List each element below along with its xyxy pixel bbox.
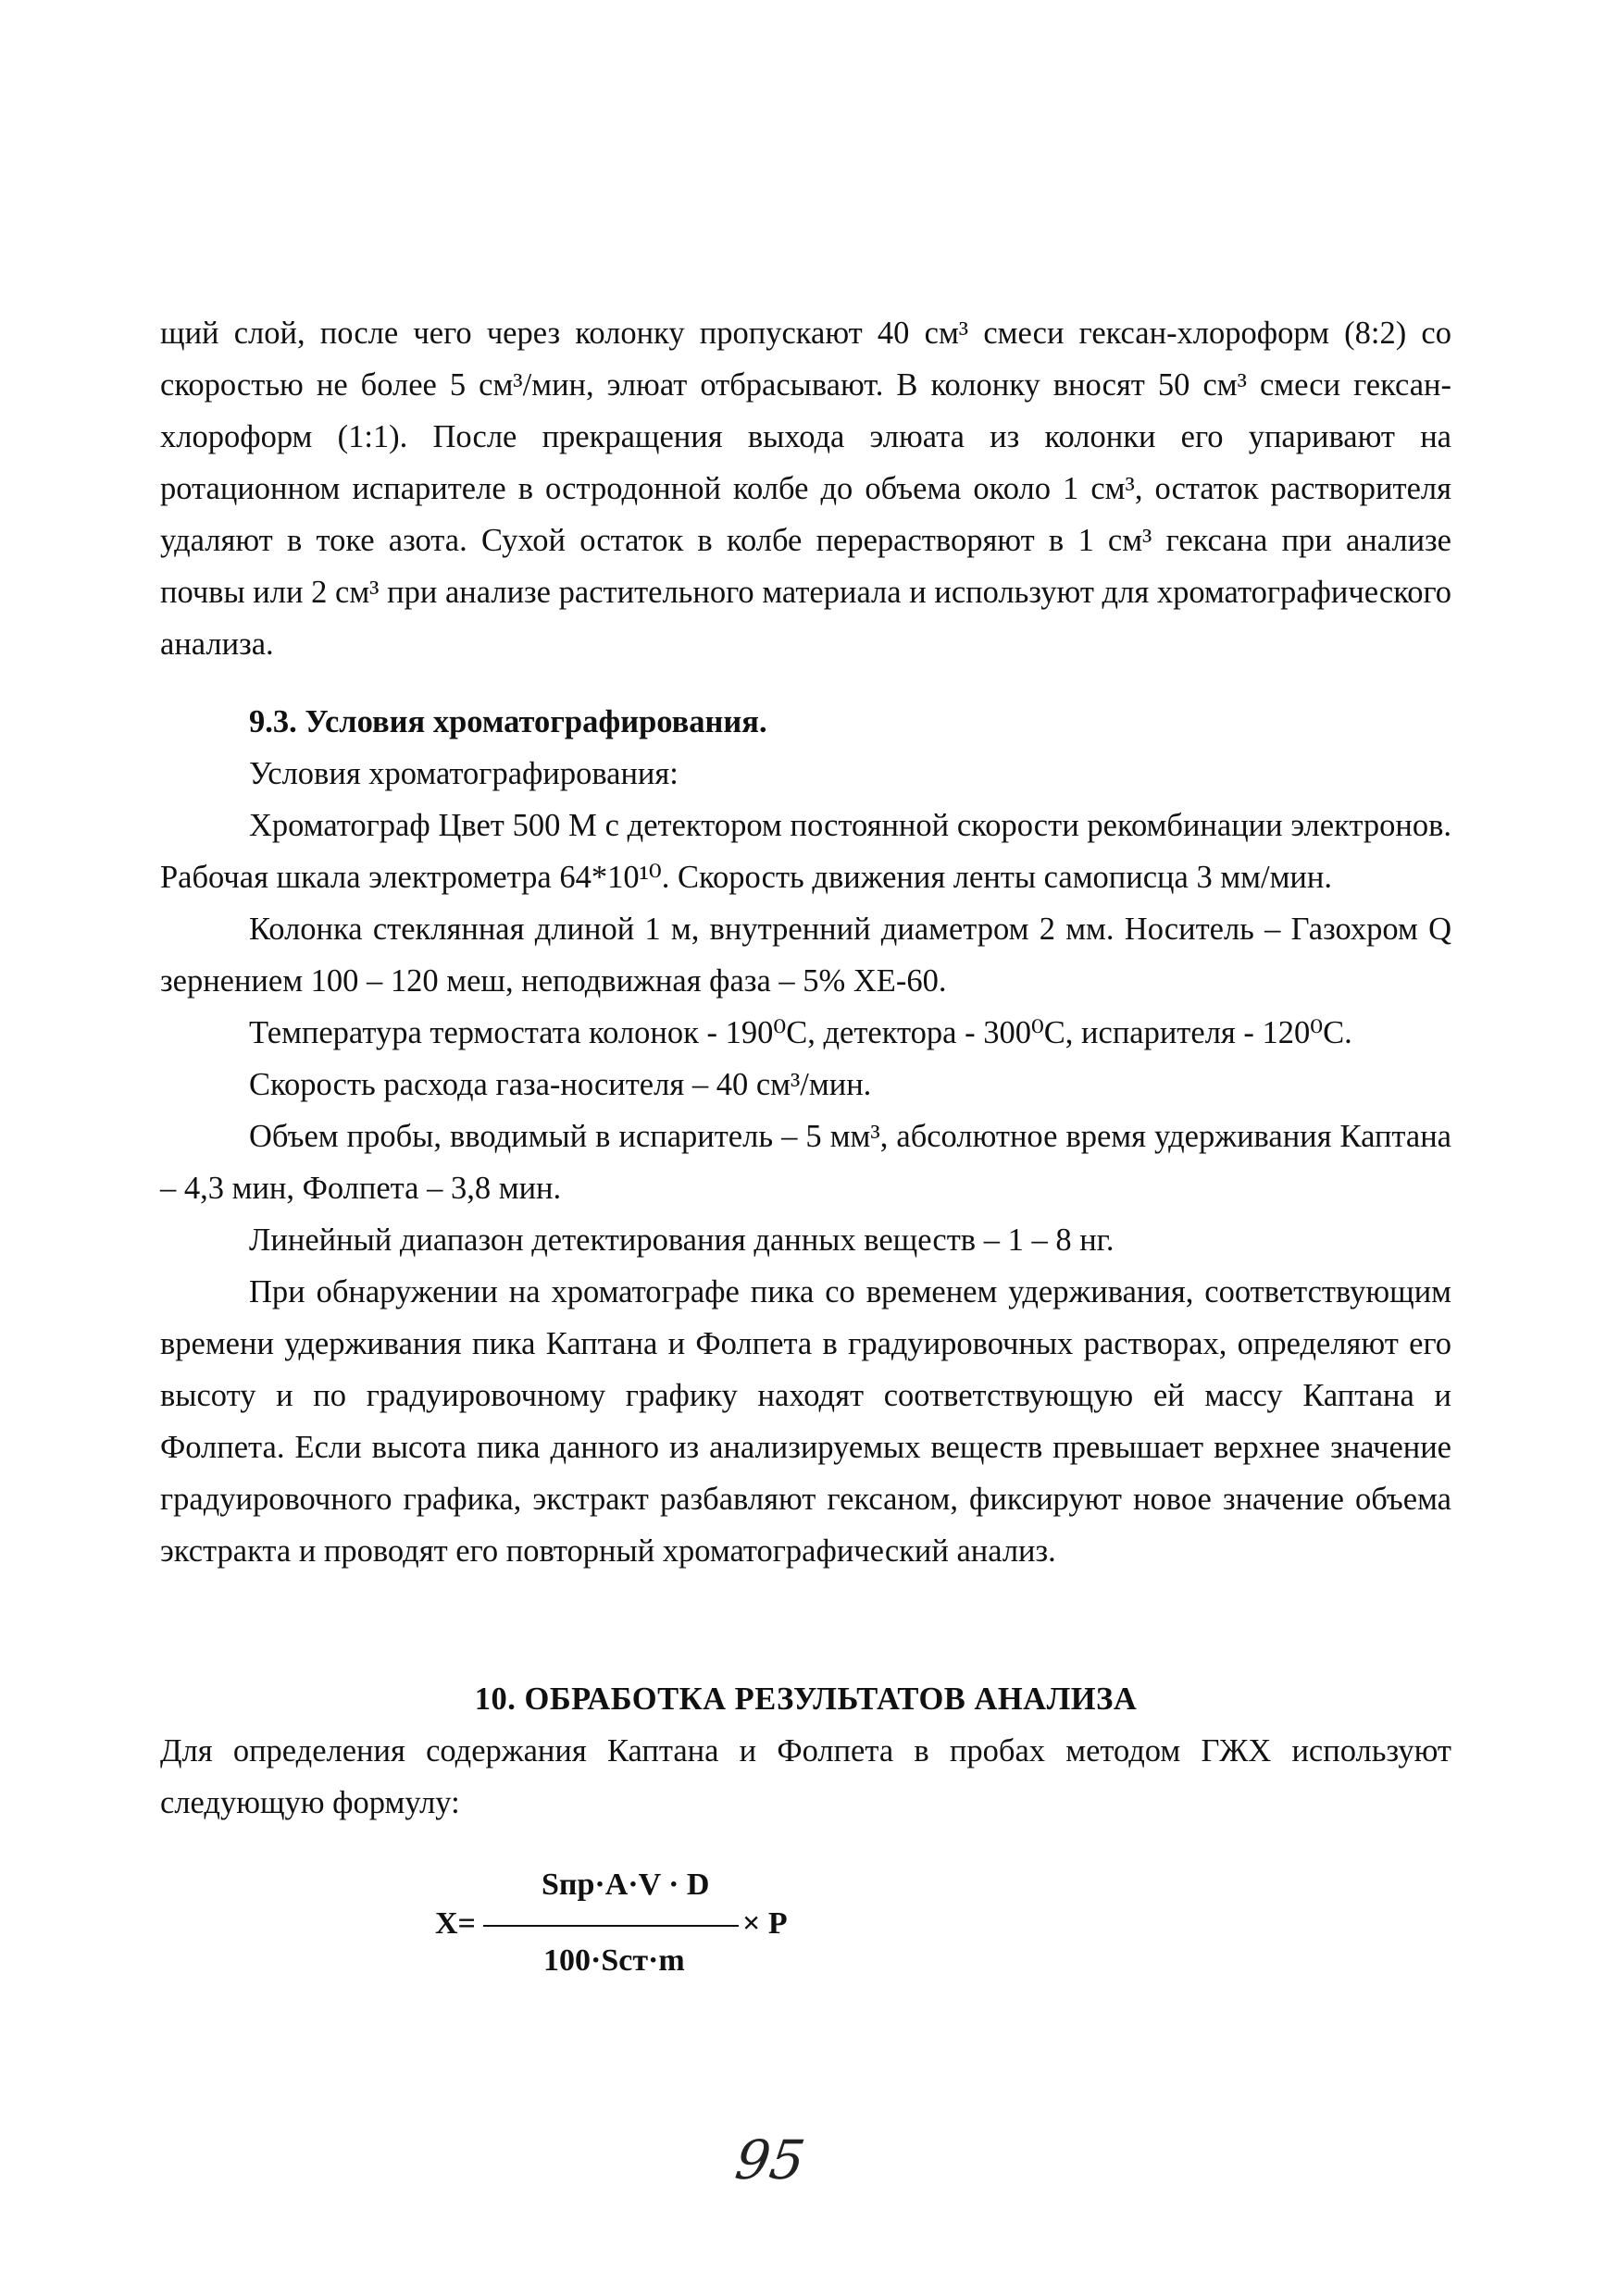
top-paragraph: щий слой, после чего через колонку пропускают 40 см³ смеси гексан-хлороформ (8:2) со скоростью не более 5 см³/мин, элюат отбрасывают. В колонку вносят 50 см³ смеси гексан-хлороформ (1:1). После прекращения выхода элюата из колонки его упаривают на ротационном испарителе в остродонной колбе до объема около 1 см³, остаток растворителя удаляют в токе азота. Сухой остаток в колбе перерастворяют в 1 см³ гексана при анализе почвы или 2 см³ при анализе растительного материала и используют для хроматографического анализа. (160, 316, 1451, 662)
formula-lhs: X= (435, 1906, 476, 1941)
top-paragraph-block (160, 307, 1451, 670)
chromatograph-paragraph: Хроматограф Цвет 500 М с детектором постоянной скорости рекомбинации электронов. Рабочая шкала электрометра 64*10¹⁰. Скорость движения ленты самописца 3 мм/мин. (160, 808, 1451, 895)
section-10-intro: Для определения содержания Каптана и Фолпета в пробах методом ГЖХ используют следующую формулу: (160, 1733, 1451, 1820)
page-number: 95 (731, 2128, 809, 2191)
section-9-3-subheading: Условия хроматографирования: (249, 756, 679, 791)
section-10-title: 10. ОБРАБОТКА РЕЗУЛЬТАТОВ АНАЛИЗА (474, 1682, 1138, 1717)
section-10 (160, 1673, 1451, 1829)
gas-flow-paragraph: Скорость расхода газа-носителя – 40 см³/мин. (249, 1067, 872, 1102)
formula-multiplier: × P (742, 1906, 788, 1941)
formula (435, 1851, 842, 1999)
formula-denominator: 100·Scт·m (543, 1943, 685, 1978)
linear-range-paragraph: Линейный диапазон детектирования данных веществ – 1 – 8 нг. (249, 1222, 1115, 1258)
column-paragraph: Колонка стеклянная длиной 1 м, внутренний диаметром 2 мм. Носитель – Газохром Q зернением 100 – 120 меш, неподвижная фаза – 5% ХЕ-60. (160, 912, 1451, 999)
section-9-3 (160, 696, 1451, 1577)
detection-paragraph: При обнаружении на хроматографе пика со временем удерживания, соответствующим времени удерживания пика Каптана и Фолпета в градуировочных растворах, определяют его высоту и по градуировочному графику находят соответствующую ей массу Каптана и Фолпета. Если высота пика данного из анализируемых веществ превышает верхнее значение градуировочного графика, экстракт разбавляют гексаном, фиксируют новое значение объема экстракта и проводят его повторный хроматографический анализ. (160, 1274, 1451, 1569)
temperature-paragraph: Температура термостата колонок - 190⁰С, детектора - 300⁰С, испарителя - 120⁰С. (249, 1015, 1352, 1050)
formula-numerator: Sпр·A·V · D (542, 1868, 710, 1902)
section-9-3-heading: 9.3. Условия хроматографирования. (249, 704, 767, 739)
fraction-bar (483, 1925, 739, 1927)
sample-volume-paragraph: Объем пробы, вводимый в испаритель – 5 мм³, абсолютное время удерживания Каптана – 4,3 мин, Фолпета – 3,8 мин. (160, 1119, 1451, 1206)
